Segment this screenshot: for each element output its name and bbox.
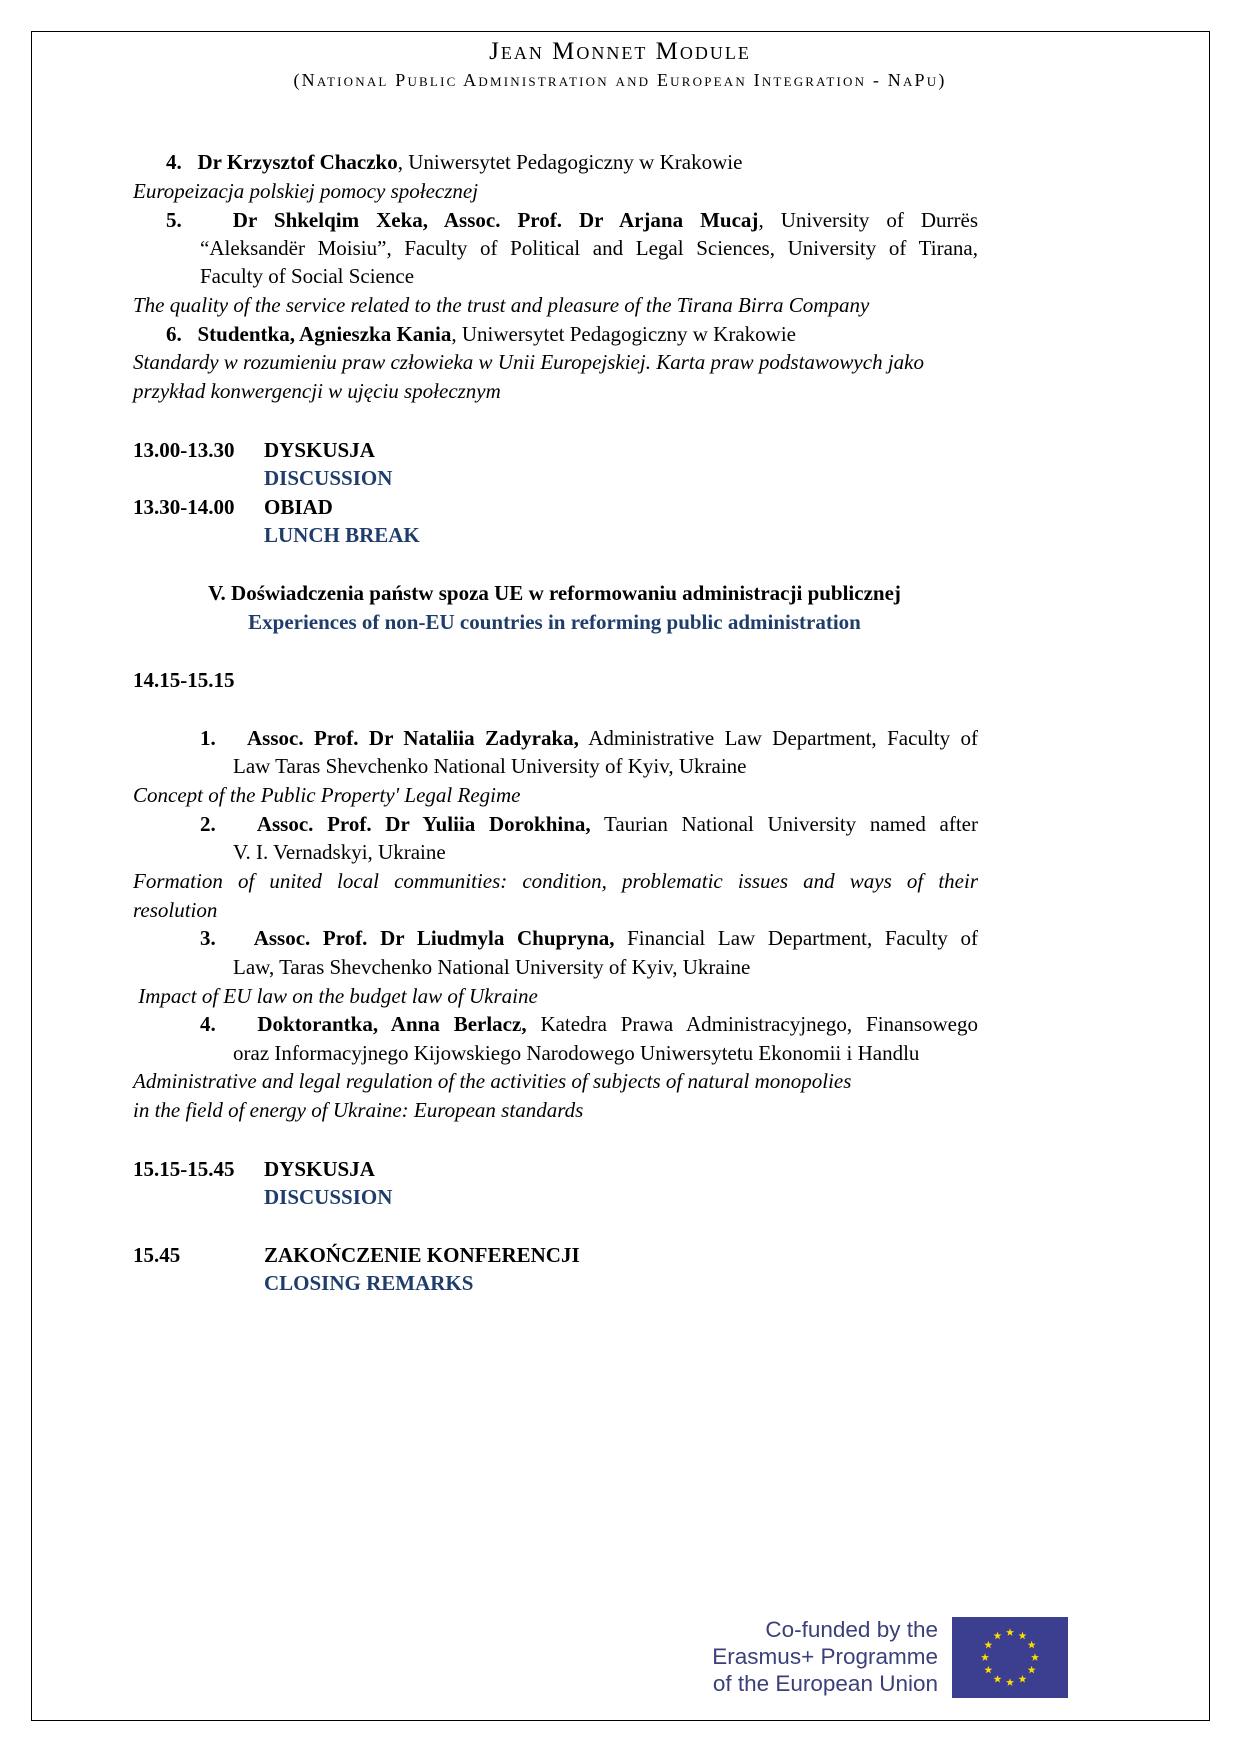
eu-star-icon [1028, 1666, 1036, 1674]
speaker-affiliation: Katedra Prawa Administracyjnego, Finansowego [526, 1012, 979, 1036]
module-title: Jean Monnet Module [489, 38, 751, 65]
talk-topic: Administrative and legal regulation of the activities of subjects of natural monopolies [133, 1069, 852, 1093]
speaker-affiliation-line: Faculty of Social Science [200, 264, 415, 288]
speaker-item [166, 148, 742, 176]
schedule-label-en: CLOSING REMARKS [264, 1271, 474, 1295]
eu-star-icon [984, 1641, 992, 1649]
talk-topic: resolution [133, 898, 218, 922]
erasmus-cofunded-text [690, 1616, 938, 1697]
schedule-time: 13.30-14.00 [133, 495, 235, 519]
item-number: 3. [200, 926, 216, 950]
eu-star-icon [994, 1632, 1002, 1640]
talk-topic: przykład konwergencji w ujęciu społecznym [133, 379, 501, 403]
talk-topic: Standardy w rozumieniu praw człowieka w Unii Europejskiej. Karta praw podstawowych jako [133, 350, 924, 374]
talk-topic: Europeizacja polskiej pomocy społecznej [133, 179, 479, 203]
eu-star-icon [1028, 1641, 1036, 1649]
speaker-affiliation: , Uniwersytet Pedagogiczny w Krakowie [397, 150, 743, 174]
speaker-affiliation-line: “Aleksandër Moisiu”, Faculty of Political and Legal Sciences, University of Tirana, [200, 236, 978, 260]
speaker-affiliation-line: V. I. Vernadskyi, Ukraine [233, 840, 446, 864]
talk-topic: in the field of energy of Ukraine: European standards [133, 1098, 584, 1122]
speaker-name: Assoc. Prof. Dr Liudmyla Chupryna, [253, 926, 615, 950]
eu-star-icon [1031, 1653, 1039, 1661]
schedule-label-en: LUNCH BREAK [264, 523, 420, 547]
speaker-affiliation-line: Law, Taras Shevchenko National University of Kyiv, Ukraine [233, 955, 751, 979]
schedule-time: 15.15-15.45 [133, 1157, 235, 1181]
session-title-pl: V. Doświadczenia państw spoza UE w reformowaniu administracji publicznej [208, 581, 901, 605]
schedule-label-en: DISCUSSION [264, 1185, 393, 1209]
cofunded-line: of the European Union [712, 1671, 938, 1696]
speaker-affiliation-line: Law Taras Shevchenko National University of Kyiv, Ukraine [233, 754, 747, 778]
speaker-item [166, 206, 978, 234]
schedule-time: 13.00-13.30 [133, 438, 235, 462]
speaker-affiliation-line: oraz Informacyjnego Kijowskiego Narodowego Uniwersytetu Ekonomii i Handlu [233, 1041, 920, 1065]
eu-star-icon [1006, 1628, 1014, 1636]
eu-star-icon [981, 1653, 989, 1661]
item-number: 2. [200, 812, 216, 836]
schedule-label-en: DISCUSSION [264, 466, 393, 490]
schedule-time: 15.45 [133, 1243, 181, 1267]
speaker-affiliation: , Uniwersytet Pedagogiczny w Krakowie [451, 322, 796, 346]
cofunded-line: Co-funded by the [765, 1617, 938, 1642]
item-number: 5. [166, 208, 182, 232]
item-number: 4. [166, 150, 182, 174]
module-subtitle: (National Public Administration and European Integration - NaPu) [293, 70, 947, 90]
eu-flag-icon [952, 1617, 1068, 1698]
eu-star-icon [1019, 1632, 1027, 1640]
speaker-item [200, 1010, 978, 1038]
schedule-label-pl: ZAKOŃCZENIE KONFERENCJI [264, 1243, 580, 1267]
speaker-affiliation: Financial Law Department, Faculty of [614, 926, 978, 950]
speaker-name: Studentka, Agnieszka Kania [197, 322, 452, 346]
schedule-label-pl: DYSKUSJA [264, 1157, 375, 1181]
speaker-item [200, 724, 978, 752]
item-number: 1. [200, 726, 216, 750]
eu-star-icon [984, 1666, 992, 1674]
speaker-affiliation: , University of Durrës [758, 208, 979, 232]
talk-topic: Concept of the Public Property' Legal Regime [133, 783, 521, 807]
item-number: 4. [200, 1012, 216, 1036]
talk-topic: Formation of united local communities: condition, problematic issues and ways of their [133, 869, 978, 893]
speaker-item [166, 320, 796, 348]
session-time: 14.15-15.15 [133, 668, 235, 692]
item-number: 6. [166, 322, 182, 346]
eu-star-icon [1006, 1678, 1014, 1686]
speaker-name: Doktorantka, Anna Berlacz, [257, 1012, 527, 1036]
speaker-name: Assoc. Prof. Dr Yuliia Dorokhina, [256, 812, 591, 836]
eu-star-icon [1019, 1675, 1027, 1683]
session-title-en: Experiences of non-EU countries in reforming public administration [248, 610, 861, 634]
speaker-affiliation: Administrative Law Department, Faculty of [578, 726, 978, 750]
speaker-item [200, 924, 978, 952]
schedule-label-pl: OBIAD [264, 495, 333, 519]
speaker-affiliation: Taurian National University named after [590, 812, 978, 836]
speaker-name: Dr Shkelqim Xeka, Assoc. Prof. Dr Arjana Mucaj [232, 208, 759, 232]
speaker-item [200, 810, 978, 838]
talk-topic: The quality of the service related to the trust and pleasure of the Tirana Birra Company [133, 293, 870, 317]
talk-topic: Impact of EU law on the budget law of Ukraine [133, 984, 538, 1008]
schedule-label-pl: DYSKUSJA [264, 438, 375, 462]
cofunded-line: Erasmus+ Programme [712, 1644, 938, 1669]
eu-stars [952, 1617, 1068, 1698]
eu-star-icon [994, 1675, 1002, 1683]
speaker-name: Assoc. Prof. Dr Nataliia Zadyraka, [246, 726, 579, 750]
speaker-name: Dr Krzysztof Chaczko [197, 150, 398, 174]
